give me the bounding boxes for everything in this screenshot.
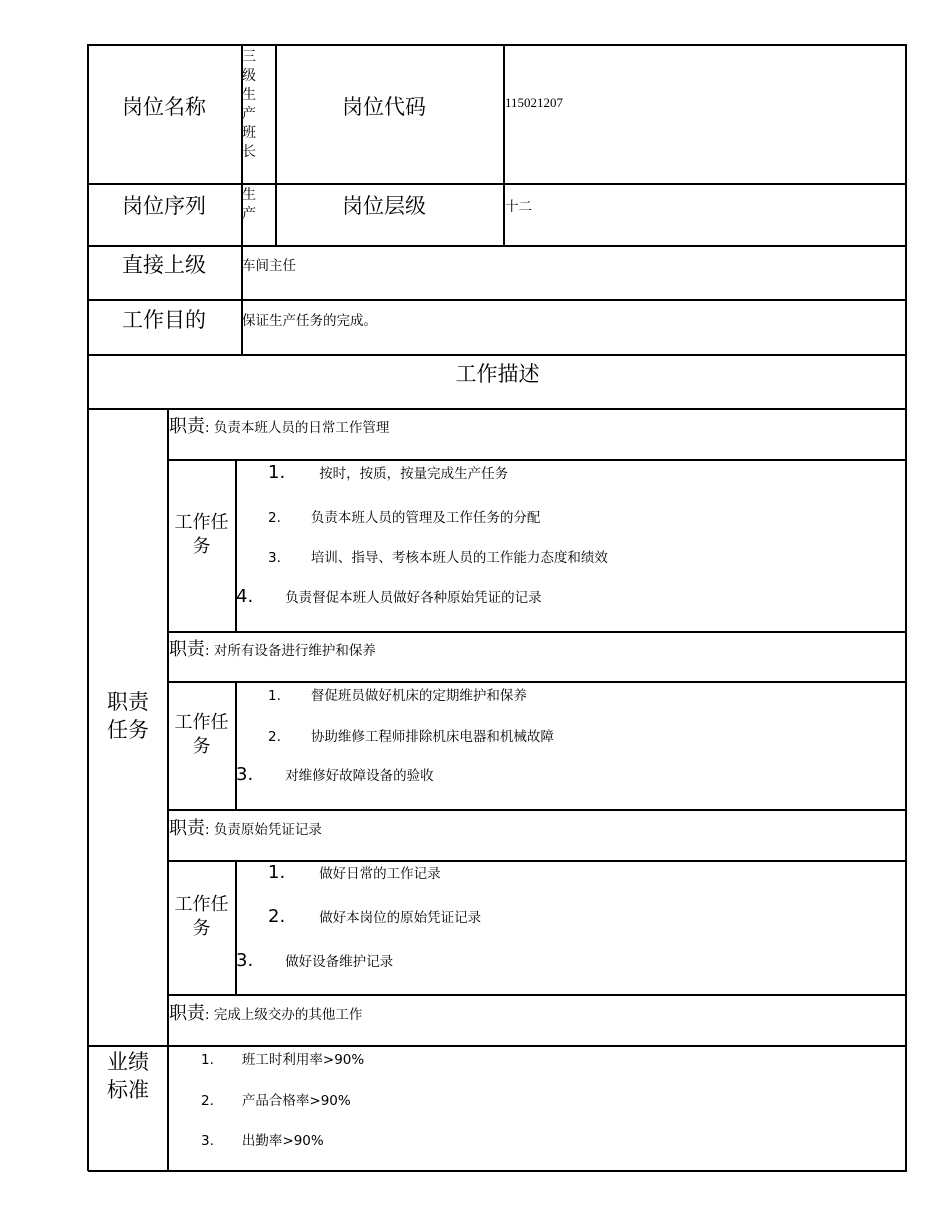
rule: [88, 1170, 907, 1172]
task-item: 3. 做好设备维护记录: [236, 950, 394, 971]
purpose-label: 工作目的: [122, 308, 206, 332]
post-name-label: 岗位名称: [122, 95, 206, 119]
duty-title-row: 职责: 对所有设备进行维护和保养: [169, 639, 376, 660]
superior-label: 直接上级: [122, 253, 206, 277]
rule: [168, 459, 907, 461]
duty-title-row: 职责: 负责本班人员的日常工作管理: [169, 416, 390, 437]
task-item: 3. 对维修好故障设备的验收: [236, 764, 434, 785]
rule: [87, 44, 89, 1171]
post-level-label: 岗位层级: [342, 194, 426, 218]
post-name-value: 三级生产班长: [242, 49, 256, 160]
purpose-value: 保证生产任务的完成。: [242, 313, 377, 329]
post-series-label: 岗位序列: [122, 194, 206, 218]
post-level-value: 十二: [505, 199, 532, 215]
post-code-label: 岗位代码: [342, 95, 426, 119]
task-item: 1. 做好日常的工作记录: [268, 862, 441, 883]
duty-title: 负责本班人员的日常工作管理: [213, 420, 390, 436]
task-item: 3. 培训、指导、考核本班人员的工作能力态度和绩效: [268, 550, 608, 566]
performance-item: 1. 班工时利用率>90%: [201, 1052, 365, 1068]
task-item: 1. 按时，按质，按量完成生产任务: [268, 462, 509, 483]
rule: [88, 354, 907, 356]
performance-label: 业绩标准: [107, 1050, 149, 1102]
duty-title: 对所有设备进行维护和保养: [213, 643, 376, 659]
task-label: 工作任务: [174, 512, 229, 557]
task-item: 4. 负责督促本班人员做好各种原始凭证的记录: [236, 586, 542, 607]
task-label: 工作任务: [174, 894, 229, 939]
rule: [88, 183, 907, 185]
rule: [88, 408, 907, 410]
duty-prefix: 职责: [169, 1003, 205, 1024]
task-item: 2. 做好本岗位的原始凭证记录: [268, 906, 482, 927]
task-item: 2. 协助维修工程师排除机床电器和机械故障: [268, 729, 554, 745]
task-item: 2. 负责本班人员的管理及工作任务的分配: [268, 510, 541, 526]
duty-title-row: 职责: 完成上级交办的其他工作: [169, 1003, 363, 1024]
superior-value: 车间主任: [242, 258, 296, 274]
duty-title: 负责原始凭证记录: [213, 822, 322, 838]
performance-item: 3. 出勤率>90%: [201, 1133, 324, 1149]
rule: [88, 44, 907, 46]
rule: [168, 631, 907, 633]
rule: [168, 994, 907, 996]
task-label: 工作任务: [174, 712, 229, 757]
duty-prefix: 职责: [169, 416, 205, 437]
rule: [168, 681, 907, 683]
rule: [235, 860, 237, 995]
rule: [88, 299, 907, 301]
rule: [235, 681, 237, 810]
rule: [88, 1045, 907, 1047]
rule: [168, 809, 907, 811]
duty-prefix: 职责: [169, 639, 205, 660]
duty-title: 完成上级交办的其他工作: [213, 1007, 363, 1023]
description-title: 工作描述: [455, 362, 540, 386]
post-series-value: 生产: [242, 187, 256, 222]
rule: [275, 44, 277, 246]
performance-item: 2. 产品合格率>90%: [201, 1093, 351, 1109]
duty-prefix: 职责: [169, 818, 205, 839]
rule: [905, 44, 907, 1171]
post-code-value: 115021207: [505, 95, 564, 110]
task-item: 1. 督促班员做好机床的定期维护和保养: [268, 688, 527, 704]
rule: [88, 245, 907, 247]
rule: [503, 44, 505, 246]
duty-section-label: 职责任务: [107, 690, 149, 742]
duty-title-row: 职责: 负责原始凭证记录: [169, 818, 322, 839]
